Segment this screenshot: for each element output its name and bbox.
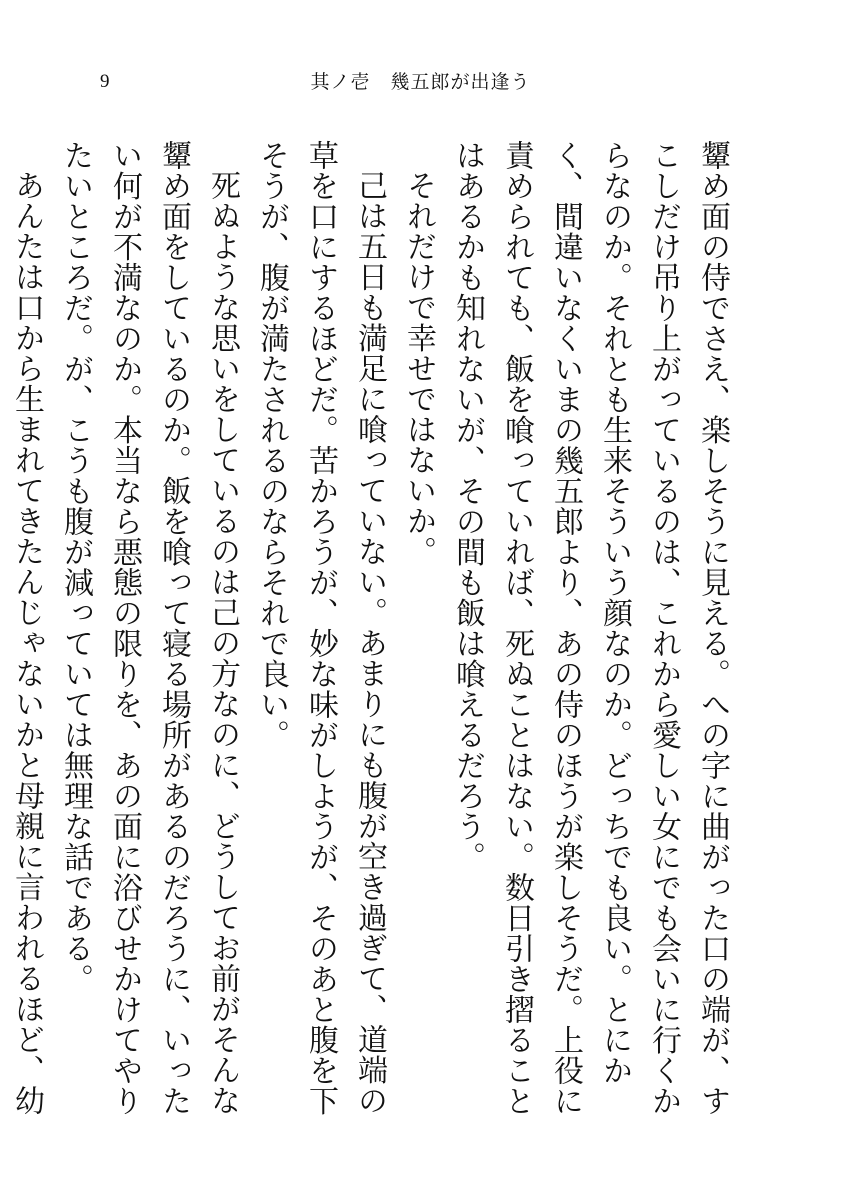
body-text [0, 140, 737, 1140]
paragraph: あんたは口から生まれてきたんじゃないかと母親に言われるほど、幼 [9, 170, 44, 1116]
paragraph: 己は五日も満足に喰っていない。あまりにも腹が空き過ぎて、道端の草を口にするほどだ。苦かろうが、妙な味がしようが、そのあと腹を下そうが、腹が満たされるのならそれで良い。 [254, 140, 387, 1116]
paragraph: それだけで幸せではないか。 [401, 170, 436, 567]
running-head: 其ノ壱 幾五郎が出逢う [310, 71, 531, 93]
page-number: 9 [100, 71, 110, 92]
paragraph: 死ぬような思いをしているのは己の方なのに、どうしてお前がそんな顰め面をしているのか。飯を喰って寝る場所があるのだろうに、いったい何が不満なのか。本当なら悪態の限りを、あの面に浴びせかけてやりたいところだ。が、こうも腹が減っていては無理な話である。 [58, 140, 240, 1116]
paragraph: 顰め面の侍でさえ、楽しそうに見える。への字に曲がった口の端が、すこしだけ吊り上がっているのは、これから愛しい女にでも会いに行くからなのか。それとも生来そういう顔なのか。どっちでも良い。とにかく、間違いなくいまの幾五郎より、あの侍のほうが楽しそうだ。上役に責められても、飯を喰っていれば、死ぬことはない。数日引き摺ることはあるかも知れないが、その間も飯は喰えるだろう。 [450, 140, 730, 1116]
